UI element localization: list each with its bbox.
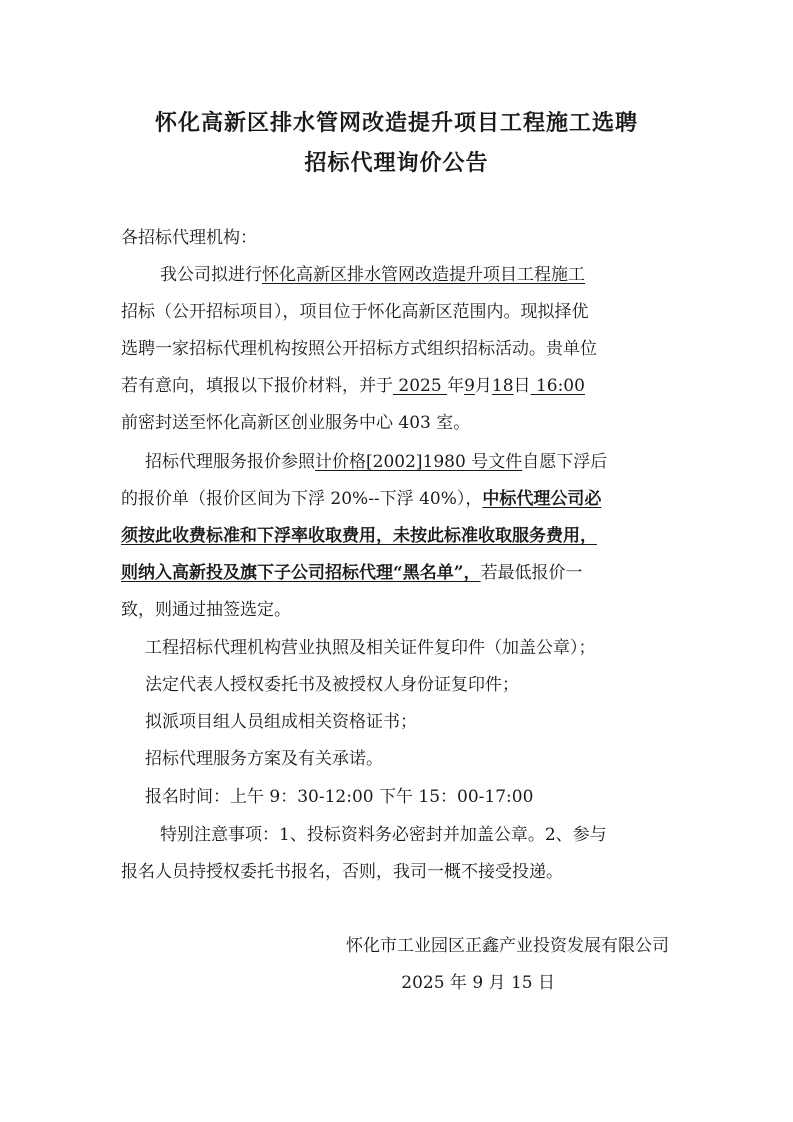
pricing-document: 计价格[2002]1980 号文件	[315, 452, 523, 472]
deadline-prefix: 若有意向，填报以下报价材料，并于	[121, 376, 393, 396]
title-line-1: 怀化高新区排水管网改造提升项目工程施工选聘	[154, 110, 638, 136]
para2-line2	[121, 487, 601, 511]
price-range: 的报价单（报价区间为下浮 20%--下浮 40%），	[121, 489, 483, 509]
para1-line4	[121, 374, 585, 398]
deadline-month: 9	[464, 376, 475, 396]
deadline-yue: 月	[474, 376, 492, 396]
deadline-nian: 年	[447, 376, 465, 396]
notes-line1: 特别注意事项：1、投标资料务必密封并加盖公章。2、参与	[160, 825, 607, 845]
para2-line5: 致，则通过抽签选定。	[121, 600, 291, 620]
title-line-2: 招标代理询价公告	[304, 150, 489, 176]
warning-text-3: 则纳入高新投及旗下子公司招标代理“黑名单”，	[121, 563, 481, 583]
para1-line1	[160, 263, 585, 287]
material-item: 招标代理服务方案及有关承诺。	[145, 749, 383, 769]
para2-line4	[121, 561, 583, 585]
project-name: 怀化高新区排水管网改造提升项目工程施工	[262, 265, 585, 285]
deadline-year: 2025	[393, 376, 448, 396]
registration-time: 报名时间：上午 9：30-12:00 下午 15：00-17:00	[145, 787, 534, 807]
signature-date: 2025 年 9 月 15 日	[401, 973, 555, 993]
warning-text-1: 中标代理公司必	[482, 489, 602, 509]
notes-line2: 报名人员持授权委托书报名，否则，我司一概不接受投递。	[121, 862, 563, 882]
material-item: 法定代表人授权委托书及被授权人身份证复印件；	[145, 675, 519, 695]
material-item: 拟派项目组人员组成相关资格证书；	[145, 712, 417, 732]
warning-text-2: 须按此收费标准和下浮率收取费用，未按此标准收取服务费用，	[121, 526, 597, 546]
material-item: 工程招标代理机构营业执照及相关证件复印件（加盖公章）；	[145, 638, 596, 658]
salutation: 各招标代理机构：	[121, 228, 257, 248]
para2-prefix: 招标代理服务报价参照	[145, 452, 315, 472]
para1-line5: 前密封送至怀化高新区创业服务中心 403 室。	[121, 413, 471, 433]
para1-line2: 招标（公开招标项目），项目位于怀化高新区范围内。现拟择优	[121, 302, 589, 322]
deadline-ri: 日	[513, 376, 531, 396]
para1-line3: 选聘一家招标代理机构按照公开招标方式组织招标活动。贵单位	[121, 339, 597, 359]
para2-line1	[145, 450, 607, 474]
deadline-time: 16:00	[530, 376, 585, 396]
para2-suffix: 自愿下浮后	[522, 452, 608, 472]
deadline-day: 18	[491, 376, 514, 396]
para2-line4-suffix: 若最低报价一	[480, 563, 583, 583]
para1-prefix: 我公司拟进行	[160, 265, 262, 285]
signature-company: 怀化市工业园区正鑫产业投资发展有限公司	[346, 936, 669, 956]
